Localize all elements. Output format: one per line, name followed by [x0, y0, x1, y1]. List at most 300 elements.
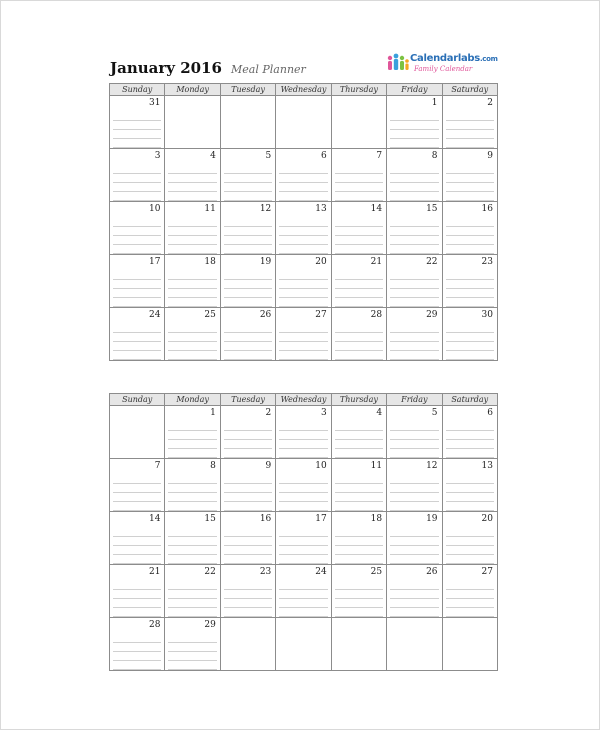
meal-note-line[interactable] [279, 325, 327, 333]
meal-note-line[interactable] [279, 450, 327, 458]
meal-note-line[interactable] [335, 343, 383, 351]
day-cell[interactable] [220, 202, 275, 255]
meal-note-line[interactable] [390, 325, 438, 333]
day-cell[interactable] [442, 96, 497, 149]
meal-note-line[interactable] [335, 423, 383, 431]
meal-note-line[interactable] [335, 600, 383, 608]
meal-note-line[interactable] [168, 423, 216, 431]
meal-note-line[interactable] [335, 175, 383, 183]
meal-note-line[interactable] [113, 547, 161, 555]
meal-note-line[interactable] [113, 184, 161, 192]
meal-note-line[interactable] [168, 184, 216, 192]
meal-note-line[interactable] [390, 441, 438, 449]
day-cell[interactable] [276, 512, 331, 565]
meal-note-line[interactable] [113, 644, 161, 652]
meal-note-line[interactable] [446, 476, 494, 484]
meal-note-lines[interactable] [335, 219, 383, 255]
meal-note-lines[interactable] [279, 476, 327, 512]
day-cell[interactable] [387, 565, 442, 618]
meal-note-line[interactable] [168, 485, 216, 493]
meal-note-line[interactable] [168, 600, 216, 608]
meal-note-line[interactable] [390, 290, 438, 298]
meal-note-line[interactable] [390, 476, 438, 484]
meal-note-line[interactable] [390, 547, 438, 555]
meal-note-line[interactable] [446, 432, 494, 440]
meal-note-line[interactable] [390, 228, 438, 236]
meal-note-line[interactable] [279, 432, 327, 440]
meal-note-line[interactable] [279, 219, 327, 227]
meal-note-line[interactable] [113, 272, 161, 280]
meal-note-lines[interactable] [224, 476, 272, 512]
meal-note-line[interactable] [279, 166, 327, 174]
meal-note-line[interactable] [446, 352, 494, 360]
meal-note-line[interactable] [446, 547, 494, 555]
meal-note-line[interactable] [390, 432, 438, 440]
meal-note-line[interactable] [224, 343, 272, 351]
meal-note-line[interactable] [279, 246, 327, 254]
meal-note-line[interactable] [224, 591, 272, 599]
meal-note-line[interactable] [224, 600, 272, 608]
meal-note-line[interactable] [446, 219, 494, 227]
meal-note-line[interactable] [335, 246, 383, 254]
meal-note-line[interactable] [446, 140, 494, 148]
meal-note-line[interactable] [446, 193, 494, 201]
meal-note-line[interactable] [224, 503, 272, 511]
meal-note-line[interactable] [446, 343, 494, 351]
meal-note-lines[interactable] [113, 582, 161, 618]
meal-note-lines[interactable] [279, 423, 327, 459]
day-cell[interactable] [442, 512, 497, 565]
meal-note-line[interactable] [335, 352, 383, 360]
day-cell[interactable] [442, 255, 497, 308]
meal-note-lines[interactable] [446, 272, 494, 308]
day-cell[interactable] [165, 618, 220, 671]
meal-note-lines[interactable] [113, 166, 161, 202]
meal-note-line[interactable] [168, 166, 216, 174]
meal-note-line[interactable] [335, 450, 383, 458]
meal-note-line[interactable] [224, 529, 272, 537]
meal-note-line[interactable] [168, 432, 216, 440]
day-cell[interactable] [110, 565, 165, 618]
meal-note-line[interactable] [446, 175, 494, 183]
day-cell[interactable] [110, 149, 165, 202]
meal-note-line[interactable] [168, 441, 216, 449]
meal-note-line[interactable] [224, 299, 272, 307]
meal-note-line[interactable] [390, 281, 438, 289]
day-cell[interactable] [165, 406, 220, 459]
meal-note-line[interactable] [113, 325, 161, 333]
meal-note-line[interactable] [279, 476, 327, 484]
meal-note-line[interactable] [224, 582, 272, 590]
meal-note-lines[interactable] [168, 325, 216, 361]
day-cell[interactable] [220, 565, 275, 618]
day-cell[interactable] [110, 512, 165, 565]
meal-note-line[interactable] [446, 503, 494, 511]
meal-note-line[interactable] [390, 140, 438, 148]
meal-note-line[interactable] [279, 556, 327, 564]
meal-note-line[interactable] [446, 556, 494, 564]
meal-note-lines[interactable] [335, 423, 383, 459]
meal-note-line[interactable] [224, 237, 272, 245]
day-cell[interactable] [220, 459, 275, 512]
meal-note-lines[interactable] [224, 325, 272, 361]
meal-note-line[interactable] [279, 582, 327, 590]
meal-note-line[interactable] [224, 609, 272, 617]
meal-note-lines[interactable] [446, 582, 494, 618]
meal-note-line[interactable] [446, 281, 494, 289]
meal-note-line[interactable] [390, 538, 438, 546]
meal-note-line[interactable] [224, 290, 272, 298]
meal-note-line[interactable] [446, 237, 494, 245]
meal-note-line[interactable] [335, 184, 383, 192]
meal-note-line[interactable] [113, 140, 161, 148]
meal-note-line[interactable] [335, 281, 383, 289]
meal-note-line[interactable] [335, 556, 383, 564]
day-cell[interactable] [220, 96, 275, 149]
meal-note-line[interactable] [113, 290, 161, 298]
meal-note-line[interactable] [224, 432, 272, 440]
meal-note-lines[interactable] [279, 272, 327, 308]
meal-note-line[interactable] [335, 538, 383, 546]
day-cell[interactable] [276, 96, 331, 149]
meal-note-line[interactable] [168, 246, 216, 254]
meal-note-line[interactable] [224, 441, 272, 449]
meal-note-line[interactable] [168, 352, 216, 360]
meal-note-line[interactable] [113, 228, 161, 236]
meal-note-line[interactable] [446, 485, 494, 493]
meal-note-line[interactable] [390, 334, 438, 342]
meal-note-line[interactable] [168, 219, 216, 227]
meal-note-line[interactable] [335, 476, 383, 484]
day-cell[interactable] [165, 96, 220, 149]
meal-note-line[interactable] [390, 175, 438, 183]
meal-note-line[interactable] [279, 529, 327, 537]
meal-note-line[interactable] [446, 529, 494, 537]
meal-note-line[interactable] [168, 582, 216, 590]
meal-note-line[interactable] [168, 237, 216, 245]
meal-note-line[interactable] [168, 494, 216, 502]
meal-note-line[interactable] [335, 193, 383, 201]
meal-note-line[interactable] [390, 609, 438, 617]
meal-note-line[interactable] [446, 538, 494, 546]
meal-note-lines[interactable] [168, 529, 216, 565]
meal-note-line[interactable] [390, 600, 438, 608]
meal-note-line[interactable] [168, 281, 216, 289]
meal-note-line[interactable] [446, 228, 494, 236]
meal-note-lines[interactable] [390, 582, 438, 618]
meal-note-lines[interactable] [279, 325, 327, 361]
day-cell[interactable] [165, 202, 220, 255]
meal-note-lines[interactable] [390, 529, 438, 565]
meal-note-line[interactable] [446, 184, 494, 192]
day-cell[interactable] [387, 459, 442, 512]
meal-note-line[interactable] [446, 325, 494, 333]
day-cell[interactable] [387, 96, 442, 149]
day-cell[interactable] [276, 255, 331, 308]
meal-note-line[interactable] [446, 122, 494, 130]
day-cell[interactable] [387, 255, 442, 308]
meal-note-lines[interactable] [446, 476, 494, 512]
meal-note-line[interactable] [390, 237, 438, 245]
meal-note-lines[interactable] [446, 113, 494, 149]
meal-note-line[interactable] [224, 272, 272, 280]
meal-note-line[interactable] [335, 290, 383, 298]
meal-note-line[interactable] [390, 193, 438, 201]
meal-note-line[interactable] [446, 423, 494, 431]
meal-note-line[interactable] [224, 175, 272, 183]
meal-note-line[interactable] [335, 237, 383, 245]
meal-note-lines[interactable] [113, 529, 161, 565]
meal-note-line[interactable] [168, 290, 216, 298]
meal-note-line[interactable] [390, 219, 438, 227]
meal-note-line[interactable] [335, 503, 383, 511]
day-cell[interactable] [165, 149, 220, 202]
day-cell[interactable] [387, 406, 442, 459]
meal-note-line[interactable] [446, 290, 494, 298]
meal-note-line[interactable] [279, 228, 327, 236]
meal-note-line[interactable] [113, 582, 161, 590]
meal-note-line[interactable] [335, 485, 383, 493]
meal-note-lines[interactable] [390, 325, 438, 361]
meal-note-line[interactable] [446, 609, 494, 617]
meal-note-line[interactable] [279, 334, 327, 342]
meal-note-lines[interactable] [113, 113, 161, 149]
meal-note-line[interactable] [113, 193, 161, 201]
day-cell[interactable] [442, 618, 497, 671]
meal-note-line[interactable] [279, 184, 327, 192]
meal-note-line[interactable] [335, 299, 383, 307]
day-cell[interactable] [331, 308, 386, 361]
meal-note-line[interactable] [335, 334, 383, 342]
day-cell[interactable] [220, 149, 275, 202]
meal-note-line[interactable] [335, 441, 383, 449]
meal-note-lines[interactable] [335, 166, 383, 202]
day-cell[interactable] [331, 459, 386, 512]
meal-note-line[interactable] [335, 325, 383, 333]
meal-note-line[interactable] [335, 494, 383, 502]
meal-note-line[interactable] [168, 547, 216, 555]
meal-note-lines[interactable] [390, 166, 438, 202]
day-cell[interactable] [110, 459, 165, 512]
meal-note-line[interactable] [446, 450, 494, 458]
meal-note-line[interactable] [224, 184, 272, 192]
meal-note-line[interactable] [168, 635, 216, 643]
meal-note-line[interactable] [113, 476, 161, 484]
meal-note-line[interactable] [446, 272, 494, 280]
meal-note-lines[interactable] [224, 166, 272, 202]
day-cell[interactable] [220, 406, 275, 459]
meal-note-line[interactable] [224, 538, 272, 546]
day-cell[interactable] [276, 149, 331, 202]
meal-note-line[interactable] [113, 494, 161, 502]
meal-note-line[interactable] [113, 299, 161, 307]
meal-note-lines[interactable] [113, 635, 161, 671]
meal-note-lines[interactable] [446, 529, 494, 565]
day-cell[interactable] [387, 149, 442, 202]
meal-note-lines[interactable] [168, 423, 216, 459]
meal-note-line[interactable] [224, 228, 272, 236]
meal-note-line[interactable] [390, 503, 438, 511]
meal-note-lines[interactable] [168, 272, 216, 308]
meal-note-line[interactable] [279, 352, 327, 360]
day-cell[interactable] [276, 618, 331, 671]
meal-note-lines[interactable] [224, 529, 272, 565]
meal-note-lines[interactable] [168, 166, 216, 202]
meal-note-line[interactable] [113, 131, 161, 139]
meal-note-line[interactable] [113, 352, 161, 360]
meal-note-line[interactable] [113, 503, 161, 511]
meal-note-lines[interactable] [224, 423, 272, 459]
meal-note-line[interactable] [113, 600, 161, 608]
meal-note-line[interactable] [113, 653, 161, 661]
day-cell[interactable] [220, 512, 275, 565]
day-cell[interactable] [110, 255, 165, 308]
meal-note-line[interactable] [168, 228, 216, 236]
meal-note-line[interactable] [168, 343, 216, 351]
meal-note-line[interactable] [279, 237, 327, 245]
meal-note-line[interactable] [113, 556, 161, 564]
meal-note-line[interactable] [113, 237, 161, 245]
meal-note-lines[interactable] [390, 476, 438, 512]
meal-note-line[interactable] [113, 175, 161, 183]
meal-note-line[interactable] [168, 325, 216, 333]
meal-note-line[interactable] [390, 166, 438, 174]
meal-note-lines[interactable] [224, 582, 272, 618]
meal-note-line[interactable] [390, 494, 438, 502]
meal-note-lines[interactable] [335, 476, 383, 512]
day-cell[interactable] [165, 512, 220, 565]
meal-note-line[interactable] [279, 609, 327, 617]
meal-note-line[interactable] [335, 166, 383, 174]
meal-note-line[interactable] [224, 219, 272, 227]
meal-note-line[interactable] [168, 653, 216, 661]
meal-note-line[interactable] [446, 600, 494, 608]
meal-note-line[interactable] [335, 547, 383, 555]
meal-note-line[interactable] [335, 591, 383, 599]
day-cell[interactable] [442, 202, 497, 255]
meal-note-line[interactable] [224, 494, 272, 502]
meal-note-line[interactable] [390, 343, 438, 351]
meal-note-line[interactable] [446, 591, 494, 599]
meal-note-line[interactable] [113, 662, 161, 670]
meal-note-line[interactable] [113, 635, 161, 643]
meal-note-line[interactable] [113, 334, 161, 342]
meal-note-line[interactable] [224, 325, 272, 333]
day-cell[interactable] [442, 308, 497, 361]
meal-note-line[interactable] [168, 644, 216, 652]
meal-note-lines[interactable] [279, 219, 327, 255]
day-cell[interactable] [220, 618, 275, 671]
meal-note-line[interactable] [113, 281, 161, 289]
meal-note-line[interactable] [390, 591, 438, 599]
meal-note-line[interactable] [224, 423, 272, 431]
meal-note-lines[interactable] [446, 325, 494, 361]
meal-note-line[interactable] [335, 272, 383, 280]
day-cell[interactable] [110, 406, 165, 459]
meal-note-line[interactable] [224, 556, 272, 564]
meal-note-line[interactable] [168, 299, 216, 307]
meal-note-line[interactable] [446, 494, 494, 502]
day-cell[interactable] [220, 308, 275, 361]
meal-note-lines[interactable] [168, 582, 216, 618]
meal-note-line[interactable] [390, 272, 438, 280]
meal-note-lines[interactable] [390, 219, 438, 255]
meal-note-lines[interactable] [335, 325, 383, 361]
meal-note-line[interactable] [113, 485, 161, 493]
meal-note-line[interactable] [446, 582, 494, 590]
meal-note-line[interactable] [390, 299, 438, 307]
meal-note-line[interactable] [224, 166, 272, 174]
meal-note-line[interactable] [113, 113, 161, 121]
meal-note-line[interactable] [168, 556, 216, 564]
meal-note-line[interactable] [279, 538, 327, 546]
day-cell[interactable] [110, 202, 165, 255]
meal-note-lines[interactable] [335, 529, 383, 565]
meal-note-line[interactable] [279, 272, 327, 280]
day-cell[interactable] [220, 255, 275, 308]
meal-note-line[interactable] [224, 193, 272, 201]
meal-note-lines[interactable] [279, 529, 327, 565]
day-cell[interactable] [387, 202, 442, 255]
day-cell[interactable] [331, 202, 386, 255]
meal-note-line[interactable] [168, 538, 216, 546]
meal-note-line[interactable] [390, 582, 438, 590]
meal-note-line[interactable] [446, 441, 494, 449]
meal-note-line[interactable] [113, 343, 161, 351]
meal-note-line[interactable] [224, 485, 272, 493]
meal-note-line[interactable] [168, 529, 216, 537]
meal-note-line[interactable] [279, 547, 327, 555]
meal-note-line[interactable] [113, 246, 161, 254]
meal-note-line[interactable] [446, 113, 494, 121]
day-cell[interactable] [276, 459, 331, 512]
meal-note-line[interactable] [390, 122, 438, 130]
meal-note-lines[interactable] [168, 219, 216, 255]
meal-note-line[interactable] [279, 494, 327, 502]
meal-note-lines[interactable] [446, 166, 494, 202]
meal-note-line[interactable] [168, 272, 216, 280]
meal-note-line[interactable] [279, 175, 327, 183]
meal-note-line[interactable] [168, 334, 216, 342]
day-cell[interactable] [276, 308, 331, 361]
meal-note-line[interactable] [113, 609, 161, 617]
meal-note-line[interactable] [279, 485, 327, 493]
meal-note-line[interactable] [168, 450, 216, 458]
meal-note-line[interactable] [168, 591, 216, 599]
meal-note-lines[interactable] [224, 219, 272, 255]
meal-note-line[interactable] [279, 193, 327, 201]
day-cell[interactable] [276, 565, 331, 618]
meal-note-line[interactable] [390, 423, 438, 431]
meal-note-line[interactable] [335, 228, 383, 236]
meal-note-line[interactable] [224, 476, 272, 484]
day-cell[interactable] [331, 149, 386, 202]
day-cell[interactable] [387, 512, 442, 565]
meal-note-line[interactable] [390, 485, 438, 493]
meal-note-line[interactable] [279, 281, 327, 289]
meal-note-line[interactable] [168, 662, 216, 670]
meal-note-line[interactable] [390, 246, 438, 254]
meal-note-line[interactable] [390, 113, 438, 121]
day-cell[interactable] [165, 308, 220, 361]
meal-note-line[interactable] [390, 131, 438, 139]
calendarlabs-logo[interactable] [386, 50, 498, 76]
meal-note-line[interactable] [224, 334, 272, 342]
meal-note-line[interactable] [335, 529, 383, 537]
meal-note-line[interactable] [279, 290, 327, 298]
meal-note-line[interactable] [335, 582, 383, 590]
meal-note-lines[interactable] [168, 476, 216, 512]
